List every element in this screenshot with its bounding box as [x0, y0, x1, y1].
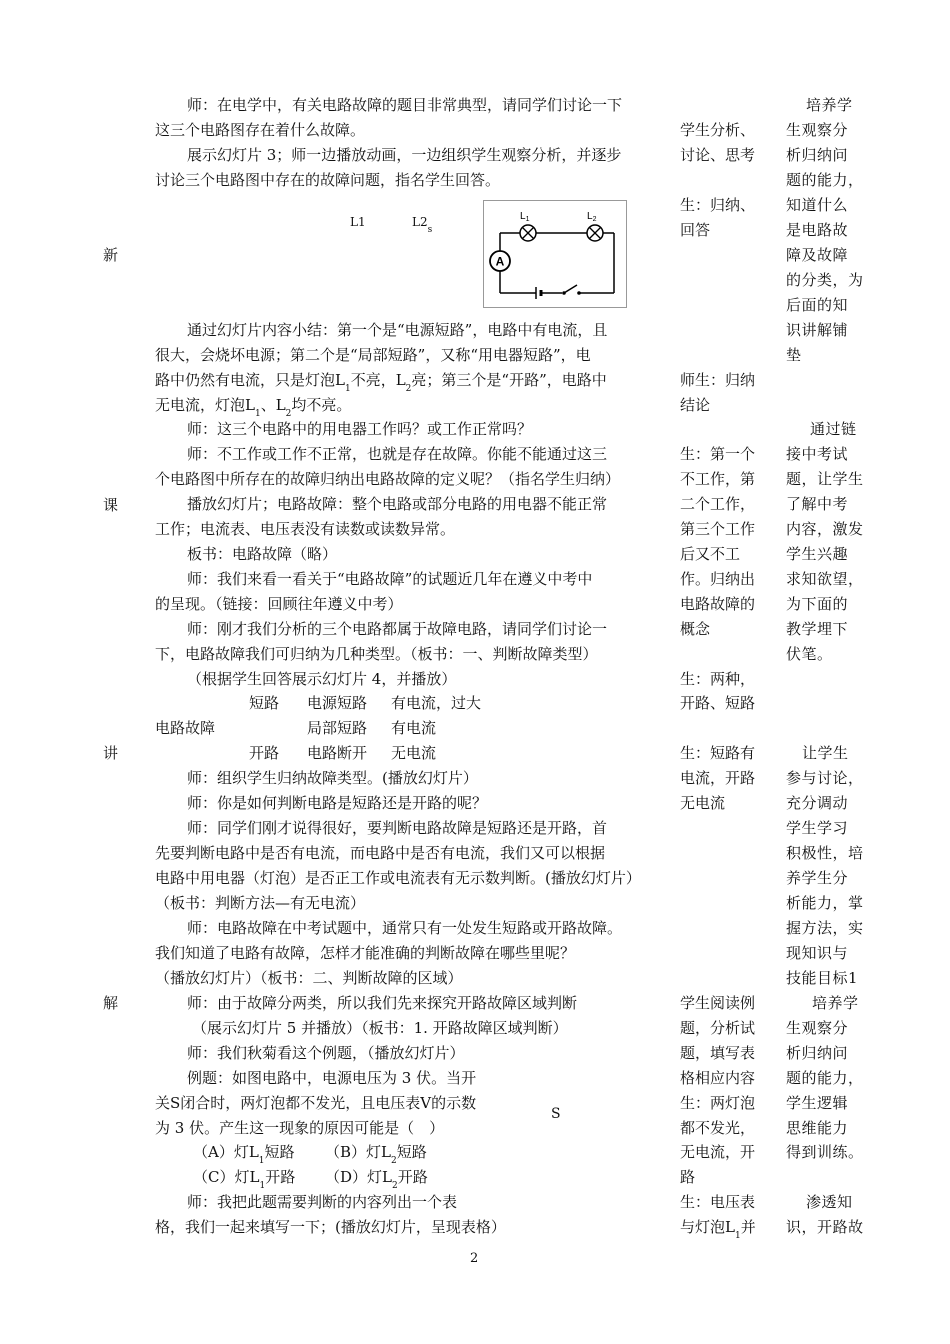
figure-label-l1: L1 [350, 215, 366, 229]
summary-line: 很大，会烧坏电源；第二个是“局部短路”，又称“用电器短路”，电 [155, 346, 591, 364]
figure-label-l2: $L2_s$ [412, 215, 433, 235]
svg-text:A: A [495, 254, 505, 269]
option-c: （C）灯$L_1$开路 [193, 1168, 296, 1191]
purpose-note: 培养学 [812, 994, 859, 1012]
purpose-note: 识讲解铺 [786, 321, 849, 339]
example-line: 关S闭合时，两灯泡都不发光，且电压表V的示数 [155, 1094, 477, 1112]
student-note: 生：短路有 [680, 744, 756, 762]
purpose-note: 养学生分 [786, 869, 849, 887]
para-line: 师：你是如何判断电路是短路还是开路的呢？ [187, 794, 488, 812]
para-line: 工作；电流表、电压表没有读数或读数异常。 [155, 520, 456, 538]
lamp-l2-icon [587, 225, 603, 241]
student-note: 生：电压表 [680, 1193, 756, 1211]
para-line: 师：不工作或工作不正常，也就是存在故障。你能不能通过这三 [187, 445, 608, 463]
purpose-note: 现知识与 [786, 944, 849, 962]
purpose-note: 后面的知 [786, 296, 849, 314]
para-line: 电路中用电器（灯泡）是否正工作或电流表有无示数判断。(播放幻灯片） [155, 869, 641, 887]
purpose-note: 学生兴趣 [786, 545, 849, 563]
student-note: 结论 [680, 396, 711, 414]
student-note: 作。归纳出 [680, 570, 756, 588]
purpose-note: 学生逻辑 [786, 1094, 849, 1112]
purpose-note: 参与讨论， [786, 769, 864, 787]
purpose-note: 析归纳问 [786, 146, 849, 164]
para-line: 师：在电学中，有关电路故障的题目非常典型，请同学们讨论一下 [187, 96, 623, 114]
para-line: 展示幻灯片 3；师一边播放动画，一边组织学生观察分析，并逐步 [187, 146, 622, 164]
student-note: 电路故障的 [680, 595, 756, 613]
purpose-note: 题的能力， [786, 171, 864, 189]
para-line: 播放幻灯片；电路故障：整个电路或部分电路的用电器不能正常 [187, 495, 608, 513]
para-line: 师：同学们刚才说得很好，要判断电路故障是短路还是开路，首 [187, 819, 608, 837]
purpose-note: 学生学习 [786, 819, 849, 837]
tree-short: 短路 [249, 694, 280, 712]
student-note: 题，填写表 [680, 1044, 756, 1062]
purpose-note: 教学埋下 [786, 620, 849, 638]
summary-line: 无电流，灯泡$L_1$、$L_2$均不亮。 [155, 396, 352, 419]
student-note: 无电流，开 [680, 1143, 756, 1161]
student-note: 不工作，第 [680, 470, 756, 488]
para-line: 这三个电路图存在着什么故障。 [155, 121, 366, 139]
purpose-note: 题，让学生 [786, 470, 864, 488]
tree-root: 电路故障 [155, 719, 216, 737]
summary-line: 通过幻灯片内容小结：第一个是“电源短路”，电路中有电流，且 [187, 321, 608, 339]
purpose-note: 技能目标1 [786, 969, 859, 987]
purpose-note: 生观察分 [786, 1019, 849, 1037]
student-note: 学生分析、 [680, 121, 756, 139]
purpose-note: 了解中考 [786, 495, 849, 513]
para-line: 师：电路故障在中考试题中，通常只有一处发生短路或开路故障。 [187, 919, 623, 937]
purpose-note: 接中考试 [786, 445, 849, 463]
student-note: 电流，开路 [680, 769, 756, 787]
section-char-jiang: 讲 [103, 744, 119, 762]
purpose-note: 知道什么 [786, 196, 849, 214]
purpose-note: 伏笔。 [786, 645, 833, 663]
purpose-note: 得到训练。 [786, 1143, 864, 1161]
para-line: 板书：电路故障（略） [187, 545, 338, 563]
para-line: 先要判断电路中是否有电流，而电路中是否有电流，我们又可以根据 [155, 844, 606, 862]
option-a: （A）灯$L_1$短路 [193, 1143, 295, 1166]
ammeter-icon [490, 251, 510, 271]
option-b: （B）灯$L_2$短路 [325, 1143, 427, 1166]
purpose-note: 渗透知 [806, 1193, 853, 1211]
para-line: （板书：判断方法—有无电流） [155, 894, 366, 912]
example-line: 例题：如图电路中，电源电压为 3 伏。当开 [187, 1069, 477, 1087]
para-line: 师：我们来看一看关于“电路故障”的试题近几年在遵义中考中 [187, 570, 593, 588]
purpose-note: 是电路故 [786, 221, 849, 239]
student-note: 题，分析试 [680, 1019, 756, 1037]
lamp-l1-icon [520, 225, 536, 241]
example-line: 为 3 伏。产生这一现象的原因可能是（ ） [155, 1119, 445, 1137]
tree-source-desc: 有电流，过大 [391, 694, 482, 712]
student-note: 格相应内容 [680, 1069, 756, 1087]
student-note: 生：归纳、 [680, 196, 756, 214]
purpose-note: 求知欲望， [786, 570, 864, 588]
para-line: 师：我把此题需要判断的内容列出一个表 [187, 1193, 458, 1211]
student-note: 后又不工 [680, 545, 741, 563]
purpose-note: 内容，激发 [786, 520, 864, 538]
purpose-note: 识，开路故 [786, 1218, 864, 1236]
student-note: 生：两灯泡 [680, 1094, 756, 1112]
purpose-note: 通过链 [810, 420, 857, 438]
purpose-note: 充分调动 [786, 794, 849, 812]
student-note: 与灯泡$L_1$并 [680, 1218, 756, 1241]
student-note: 二个工作， [680, 495, 756, 513]
purpose-note: 培养学 [806, 96, 853, 114]
para-line: 个电路图中所存在的故障归纳出电路故障的定义呢？（指名学生归纳） [155, 470, 621, 488]
purpose-note: 垫 [786, 346, 802, 364]
student-note: 概念 [680, 620, 711, 638]
tree-local-desc: 有电流 [391, 719, 437, 737]
para-line: 师：由于故障分两类，所以我们先来探究开路故障区域判断 [187, 994, 578, 1012]
switch-label: S [551, 1106, 561, 1122]
student-note: 路 [680, 1168, 696, 1186]
student-note: 开路、短路 [680, 694, 756, 712]
page-number: 2 [470, 1251, 479, 1266]
student-note: 都不发光， [680, 1119, 756, 1137]
purpose-note: 握方法，实 [786, 919, 864, 937]
para-line: （播放幻灯片）（板书：二、判断故障的区域） [155, 969, 463, 987]
circuit-label-l2: $L_2$ [587, 211, 597, 223]
student-note: 回答 [680, 221, 711, 239]
student-note: 第三个工作 [680, 520, 756, 538]
circuit-diagram [483, 200, 627, 308]
student-note: 生：第一个 [680, 445, 756, 463]
section-char-xin: 新 [103, 246, 119, 264]
para-line: 讨论三个电路图中存在的故障问题，指名学生回答。 [155, 171, 501, 189]
purpose-note: 为下面的 [786, 595, 849, 613]
student-note: 无电流 [680, 794, 726, 812]
purpose-note: 思维能力 [786, 1119, 849, 1137]
purpose-note: 析能力，掌 [786, 894, 864, 912]
tree-open-sub: 电路断开 [307, 744, 368, 762]
purpose-note: 障及故障 [786, 246, 849, 264]
para-line: 格，我们一起来填写一下；(播放幻灯片，呈现表格） [155, 1218, 506, 1236]
student-note: 讨论、思考 [680, 146, 756, 164]
student-note: 师生：归纳 [680, 371, 756, 389]
para-line: 的呈现。（链接：回顾往年遵义中考） [155, 595, 403, 613]
para-line: （展示幻灯片 5 并播放）（板书：1. 开路故障区域判断） [192, 1019, 568, 1037]
para-line: 师：这三个电路中的用电器工作吗？或工作正常吗？ [187, 420, 533, 438]
student-note: 学生阅读例 [680, 994, 756, 1012]
purpose-note: 析归纳问 [786, 1044, 849, 1062]
tree-open: 开路 [249, 744, 280, 762]
student-note: 生：两种， [680, 670, 756, 688]
tree-open-desc: 无电流 [391, 744, 437, 762]
purpose-note: 让学生 [802, 744, 849, 762]
purpose-note: 的分类，为 [786, 271, 864, 289]
para-line: 师：组织学生归纳故障类型。(播放幻灯片） [187, 769, 478, 787]
purpose-note: 积极性，培 [786, 844, 864, 862]
circuit-label-l1: $L_1$ [520, 211, 530, 223]
para-line: 下，电路故障我们可归纳为几种类型。（板书：一、判断故障类型） [155, 645, 598, 663]
tree-local-short: 局部短路 [307, 719, 368, 737]
para-line: （根据学生回答展示幻灯片 4，并播放） [187, 670, 457, 688]
section-char-jie: 解 [103, 994, 119, 1012]
tree-source-short: 电源短路 [307, 694, 368, 712]
para-line: 师：刚才我们分析的三个电路都属于故障电路，请同学们讨论一 [187, 620, 608, 638]
para-line: 师：我们秋菊看这个例题，（播放幻灯片） [187, 1044, 465, 1062]
para-line: 我们知道了电路有故障，怎样才能准确的判断故障在哪些里呢？ [155, 944, 576, 962]
summary-line: 路中仍然有电流，只是灯泡$L_1$不亮，$L_2$亮；第三个是“开路”，电路中 [155, 371, 607, 394]
purpose-note: 生观察分 [786, 121, 849, 139]
section-char-ke: 课 [103, 496, 119, 514]
option-d: （D）灯$L_2$开路 [325, 1168, 428, 1191]
circuit-svg [484, 201, 626, 307]
purpose-note: 题的能力， [786, 1069, 864, 1087]
